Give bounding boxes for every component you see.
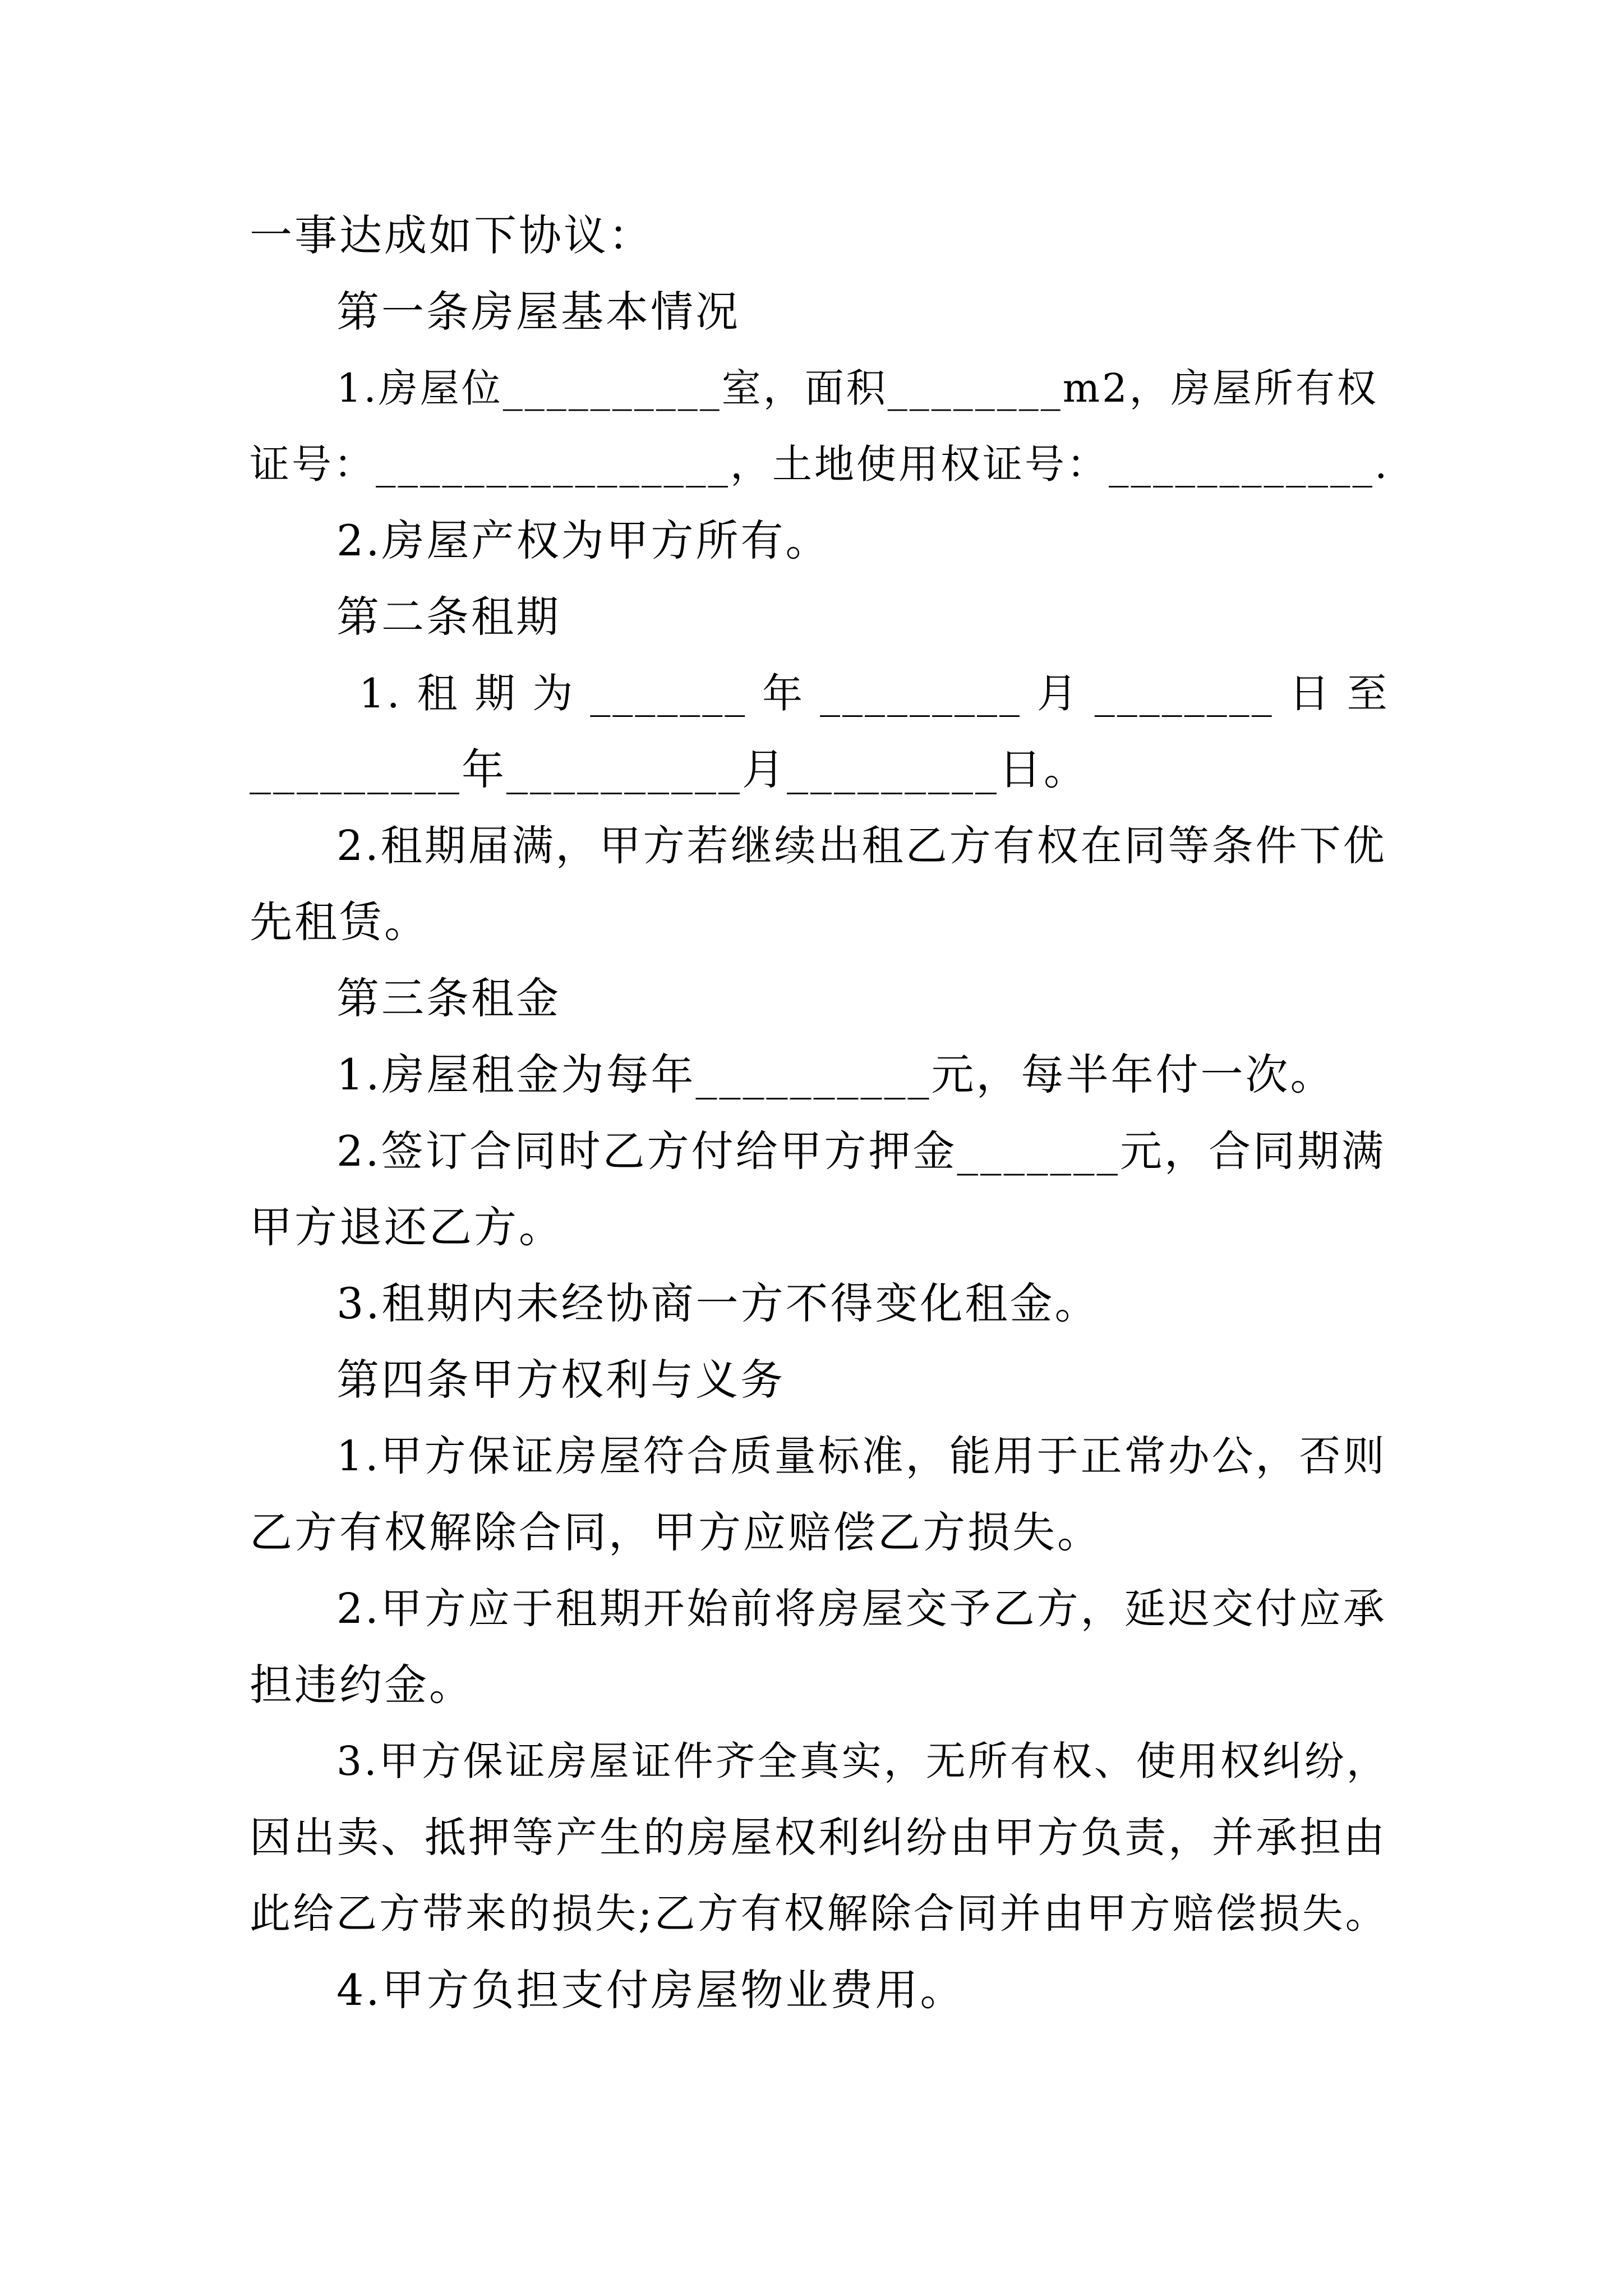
section-heading: 第三条租金 (336, 973, 561, 1023)
text-line: 2.甲方应于租期开始前将房屋交予乙方，延迟交付应承 (336, 1585, 1387, 1633)
text-line: 2.签订合同时乙方付给甲方押金_______元，合同期满 (336, 1126, 1386, 1176)
text-line: 2.租期届满，甲方若继续出租乙方有权在同等条件下优 (336, 822, 1387, 870)
text-line: 先租赁。 (250, 897, 429, 947)
text-line: 担违约金。 (250, 1660, 474, 1710)
text-line: 1.甲方保证房屋符合质量标准，能用于正常办公，否则 (336, 1432, 1387, 1480)
text-line: 3.甲方保证房屋证件齐全真实，无所有权、使用权纠纷， (336, 1738, 1389, 1784)
text-line: 证号：________________，土地使用权证号：____________. (250, 441, 1390, 487)
text-line: 甲方退还乙方。 (250, 1202, 564, 1252)
text-line: _________年__________月_________日。 (250, 744, 1089, 794)
text-line: 此给乙方带来的损失;乙方有权解除合同并由甲方赔偿损失。 (250, 1890, 1389, 1938)
section-heading: 第二条租期 (336, 592, 561, 642)
text-line: 1.房屋租金为每年__________元，每半年付一次。 (336, 1050, 1335, 1099)
section-heading: 第四条甲方权利与义务 (336, 1355, 785, 1405)
text-line: 1. 租 期 为 _______ 年 _________ 月 ________ 日 至 (359, 670, 1390, 717)
text-line: 4.甲方负担支付房屋物业费用。 (336, 1965, 965, 2015)
text-line: 3.租期内未经协商一方不得变化租金。 (336, 1278, 1100, 1328)
text-line: 1.房屋位__________室，面积________m2，房屋所有权 (336, 365, 1378, 411)
text-line: 乙方有权解除合同，甲方应赔偿乙方损失。 (250, 1507, 1102, 1557)
text-line: 2.房屋产权为甲方所有。 (336, 516, 831, 565)
section-heading: 第一条房屋基本情况 (336, 287, 740, 337)
text-line: 因出卖、抵押等产生的房屋权利纠纷由甲方负责，并承担由 (250, 1814, 1387, 1862)
text-line: 一事达成如下协议： (250, 210, 653, 260)
